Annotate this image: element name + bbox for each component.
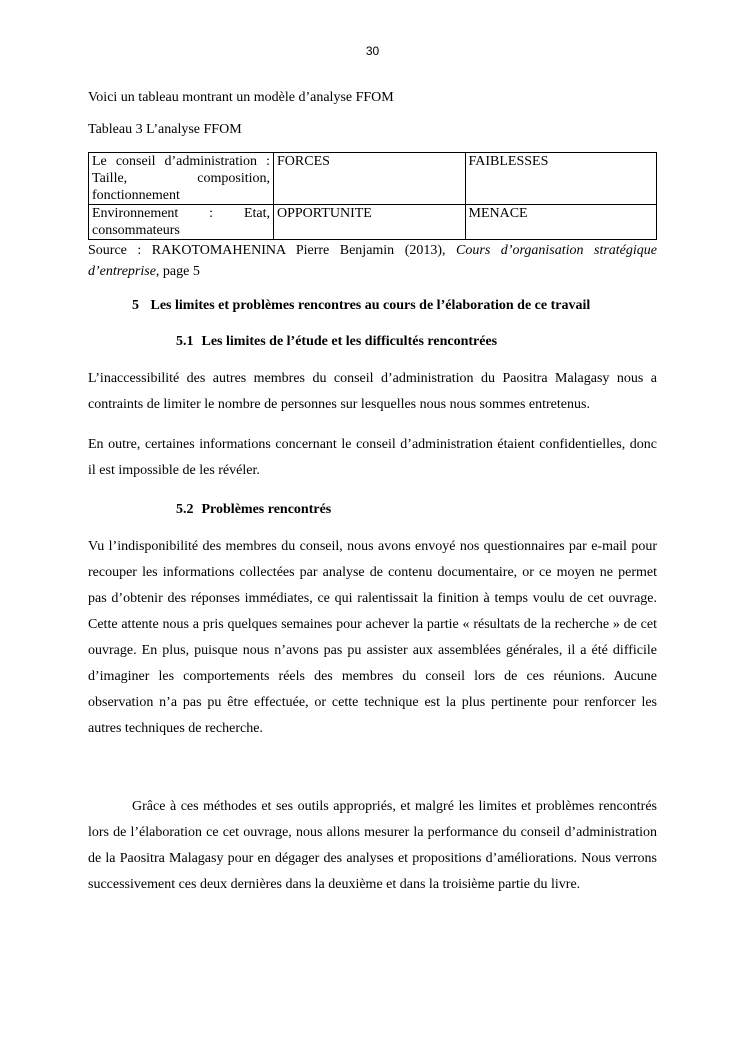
paragraph: L’inaccessibilité des autres membres du conseil d’administration du Paositra Malagasy nous a contraints de limiter le nombre de personnes sur lesquelles nous nous sommes entretenus. bbox=[88, 371, 657, 412]
page-body bbox=[88, 88, 657, 898]
table-caption: Tableau 3 L’analyse FFOM bbox=[88, 122, 242, 137]
section-5-heading bbox=[132, 296, 657, 316]
page-number: 30 bbox=[365, 44, 380, 58]
table-source bbox=[88, 240, 657, 282]
paragraph: Vu l’indisponibilité des membres du conseil, nous avons envoyé nos questionnaires par e-mail pour recouper les informations collectées par analyse de contenu documentaire, or ce moyen ne permet pas d’obtenir des réponses immédiates, ce qui ralentissait la finition à temps voulu de cet ouvrage. Cette attente nous a pris quelques semaines pour achever la partie « résultats de la recherche » de cet ouvrage. En plus, puisque nous n’avons pas pu assister aux assemblées générales, il a été difficile d’imaginer les comportements réels des membres du conseil lors de ces réunions. Aucune observation n’a pas pu être effectuée, or cette technique est la plus pertinente pour renforcer les autres techniques de recherche. bbox=[88, 539, 657, 736]
table-cell: Environnement : Etat, consommateurs bbox=[89, 205, 274, 240]
source-prefix: Source : RAKOTOMAHENINA Pierre Benjamin (2013), bbox=[88, 243, 457, 258]
section-number: 5.2 bbox=[176, 502, 194, 517]
table-cell: FORCES bbox=[274, 153, 466, 205]
intro-text: Voici un tableau montrant un modèle d’analyse FFOM bbox=[88, 90, 394, 105]
conclusion-paragraph: Grâce à ces méthodes et ses outils appropriés, et malgré les limites et problèmes rencontrés lors de l’élaboration ce cet ouvrage, nous allons mesurer la performance du conseil d’administration de la Paositra Malagasy pour en dégager des analyses et propositions d’améliorations. Nous verrons successivement ces deux dernières dans la deuxième et dans la troisième partie du livre. bbox=[88, 799, 657, 892]
table-cell: MENACE bbox=[465, 205, 657, 240]
section-title: Problèmes rencontrés bbox=[201, 502, 332, 517]
section-title: Les limites de l’étude et les difficultés rencontrées bbox=[201, 334, 498, 349]
section-5-2-heading bbox=[176, 500, 657, 520]
section-5-1-heading bbox=[176, 332, 657, 352]
section-number: 5.1 bbox=[176, 334, 194, 349]
source-title: Cours d’organisation stratégique d’entreprise bbox=[88, 243, 657, 279]
ffom-table bbox=[88, 152, 657, 240]
table-cell: OPPORTUNITE bbox=[274, 205, 466, 240]
table-cell: FAIBLESSES bbox=[465, 153, 657, 205]
section-number: 5 bbox=[132, 298, 139, 313]
table-row bbox=[89, 153, 657, 205]
table-cell: Le conseil d’administration : Taille, composition, fonctionnement bbox=[89, 153, 274, 205]
section-title: Les limites et problèmes rencontres au cours de l’élaboration de ce travail bbox=[150, 298, 591, 313]
source-suffix: , page 5 bbox=[155, 264, 200, 279]
paragraph: En outre, certaines informations concernant le conseil d’administration étaient confidentielles, donc il est impossible de les révéler. bbox=[88, 437, 657, 478]
table-row bbox=[89, 205, 657, 240]
